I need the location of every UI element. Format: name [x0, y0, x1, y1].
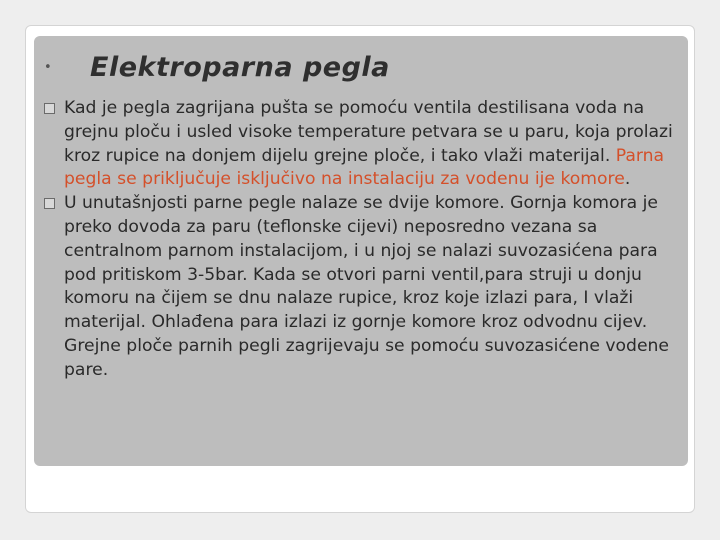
paragraph-2-text: U unutašnjosti parne pegle nalaze se dvije komore. Gornja komora je preko dovoda za paru (teflonske cijevi) neposredno vezana sa centralnom parnom instalacijom, i u njoj se nalazi suvozasićena para pod pritiskom 3-5bar. Kada se otvori parni ventil,para struji u donju komoru na čijem se dnu nalaze rupice, kroz koje izlazi para, I vlaži materijal. Ohlađena para izlazi iz gornje komore kroz odvodnu cijev. Grejne ploče parnih pegli zagrijevaju se pomoću suvozasićene vodene pare.: [64, 193, 670, 380]
checkbox-bullet-icon: [44, 103, 55, 114]
slide-body: [44, 97, 679, 383]
bullet-paragraph-1: [44, 97, 679, 192]
checkbox-bullet-icon: [44, 198, 55, 209]
paragraph-1-highlight: Parna pegla se priključuje isključivo na instalaciju za vodenu ije komore: [64, 145, 665, 190]
bullet-paragraph-2: [44, 192, 679, 382]
paragraph-1-tail: .: [624, 169, 631, 190]
paragraph-1-text: Kad je pegla zagrijana pušta se pomoću ventila destilisana voda na grejnu ploču i usled visoke temperature petvara se u paru, koja prolazi kroz rupice na donjem dijelu grejne ploče, i tako vlaži materijal.: [64, 98, 673, 166]
slide-title: Elektroparna pegla: [90, 52, 390, 83]
title-bullet-icon: •: [44, 60, 52, 75]
title-row: [44, 52, 390, 83]
